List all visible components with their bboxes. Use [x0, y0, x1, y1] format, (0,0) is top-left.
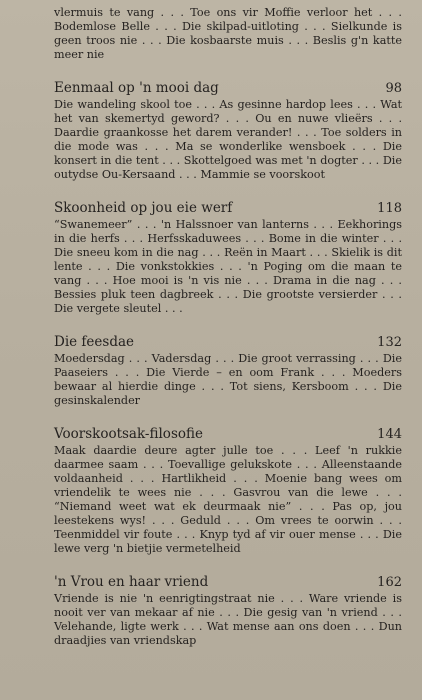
section-heading	[54, 426, 402, 443]
toc-section	[54, 574, 402, 648]
section-page-number: 132	[377, 335, 402, 350]
section-page-number: 118	[377, 201, 402, 216]
section-text: Maak daardie deure agter julle toe . . . Leef 'n rukkie daarmee saam . . . Toevallige gelukskote . . . Alleenstaande voldaanheid . . . Hartlikheid . . . Moenie bang wees om vriendelik te wees nie . . . Gasvrou van die lewe . . . “Niemand weet wat ek deurmaak nie” . . . Pas op, jou leestekens wys! . . . Geduld . . . Om vrees te oorwin . . . Teenmiddel vir foute . . . Knyp tyd af vir ouer mense . . . Die lewe verg 'n bietjie vermetelheid	[54, 444, 402, 555]
intro-entry	[54, 6, 402, 62]
toc-section	[54, 334, 402, 408]
section-text: Vriende is nie 'n eenrigtingstraat nie . . . Ware vriende is nooit ver van mekaar af nie . . . Die gesig van 'n vriend . . . Velehande, ligte werk . . . Wat mense aan ons doen . . . Dun draadjies van vriendskap	[54, 592, 402, 647]
section-title: Die feesdae	[54, 334, 135, 350]
toc-section	[54, 200, 402, 316]
toc-section	[54, 426, 402, 556]
section-text: Die wandeling skool toe . . . As gesinne hardop lees . . . Wat het van skemertyd geword? . . . Ou en nuwe vlieërs . . . Daardie graankosse het darem verander! . . . Toe solders in die mode was . . . Ma se wonderlike wensboek . . . Die konsert in die tent . . . Skottelgoed was met 'n dogter . . . Die outydse Ou-Kersaand . . . Mammie se voorskoot	[54, 98, 402, 181]
section-heading	[54, 574, 402, 591]
section-page-number: 98	[385, 81, 402, 96]
section-text: “Swanemeer” . . . 'n Halssnoer van lanterns . . . Eekhorings in die herfs . . . Herfsskaduwees . . . Bome in die winter . . . Die sneeu kom in die nag . . . Reën in Maart . . . Skielik is dit lente . . . Die vonkstokkies . . . 'n Poging om die maan te vang . . . Hoe mooi is 'n vis nie . . . Drama in die nag . . . Bessies pluk teen dagbreek . . . Die grootste versierder . . . Die vergete sleutel . . .	[54, 218, 402, 315]
section-page-number: 162	[377, 575, 402, 590]
section-page-number: 144	[377, 427, 402, 442]
section-heading	[54, 334, 402, 351]
section-title: Eenmaal op 'n mooi dag	[54, 80, 219, 96]
section-heading	[54, 200, 402, 217]
toc-section	[54, 80, 402, 182]
table-of-contents	[54, 6, 402, 648]
section-heading	[54, 80, 402, 97]
section-title: Skoonheid op jou eie werf	[54, 200, 233, 216]
section-title: 'n Vrou en haar vriend	[54, 574, 209, 590]
section-text: Moedersdag . . . Vadersdag . . . Die groot verrassing . . . Die Paaseiers . . . Die Vierde – en oom Frank . . . Moeders bewaar al hierdie dinge . . . Tot siens, Kersboom . . . Die gesinskalender	[54, 352, 402, 407]
section-title: Voorskootsak-filosofie	[54, 426, 203, 442]
intro-text: vlermuis te vang . . . Toe ons vir Moffie verloor het . . . Bodemlose Belle . . . Die skilpad-uitloting . . . Sielkunde is geen troos nie . . . Die kosbaarste muis . . . Beslis g'n katte meer nie	[54, 6, 402, 61]
